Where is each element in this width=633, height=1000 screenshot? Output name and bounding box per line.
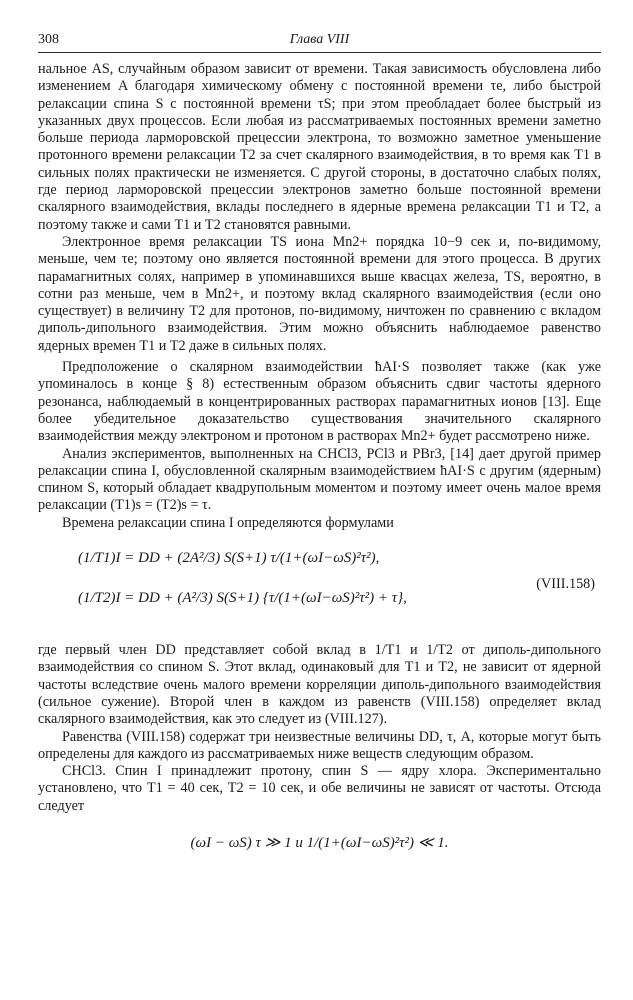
paragraph-1: нальное AS, случайным образом зависит от времени. Такая зависимость обусловлена либо изменением A благодаря химическому обмену с постоянной времени τe, либо быстрой релаксации спина S с постоянной времени τS; при этом преобладает более быстрый из указанных двух процессов. Если любая из рассматриваемых постоянных времени заметно больше периода ларморовской прецессии электрона, то возможно заметное уменьшение протонного времени релаксации T2 за счет скалярного взаимодействия, в то время как T1 в сильных полях практически не изменяется. С другой стороны, в достаточно слабых полях, где период ларморовской прецессии электронов заметно больше постоянной времени скалярного взаимодействия, вклады последнего в ядерные времена релаксации T1 и T2, а поэтому также и сами T1 и T2 становятся равными. [38,61,601,233]
running-title: Глава VIII [289,32,350,47]
equation-t2: (1/T2)I = DD + (A²/3) S(S+1) {τ/(1+(ωI−ωS)²τ²) + τ}, [78,590,407,607]
equation-t1: (1/T1)I = DD + (2A²/3) S(S+1) τ/(1+(ωI−ωS)²τ²), [78,550,380,567]
paragraph-8: CHCl3. Спин I принадлежит протону, спин S — ядру хлора. Экспериментально установлено, что T1 = 40 сек, T2 = 10 сек, и обе величины не зависят от частоты. Отсюда следует [38,763,601,814]
equation-number: (VIII.158) [536,576,595,593]
equation-block [38,550,601,628]
paragraph-7: Равенства (VIII.158) содержат три неизвестные величины DD, τ, A, которые могут быть определены для каждого из рассматриваемых ниже веществ следующим образом. [38,728,601,762]
paragraph-5: Времена релаксации спина I определяются формулами [62,514,394,531]
equation-inequalities: (ωI − ωS) τ ≫ 1 и 1/(1+(ωI−ωS)²τ²) ≪ 1. [190,834,449,851]
book-page [38,32,601,852]
page-header [38,32,601,53]
paragraph-2: Электронное время релаксации TS иона Mn2+ порядка 10−9 сек и, по-видимому, меньше, чем τe; поэтому оно является постоянной времени для этого процесса. В других парамагнитных солях, например в упоминавшихся выше квасцах железа, TS, вероятно, в сотни раз меньше, чем в Mn2+, и поэтому вклад скалярного взаимодействия (если оно существует) в величину T2 для протонов, по-видимому, ничтожен по сравнению с вкладом диполь-дипольного взаимодействия. Этим можно объяснить наблюдаемое равенство ядерных времен T1 и T2 даже в сильных полях. [38,233,601,354]
paragraph-6: где первый член DD представляет собой вклад в 1/T1 и 1/T2 от диполь-дипольного взаимодействия со спином S. Этот вклад, одинаковый для T1 и T2, не зависит от ядерной частоты вследствие очень малого времени корреляции диполь-дипольного взаимодействия (сильное сужение). Второй член в каждом из равенств (VIII.158) определяет вклад скалярного взаимодействия, как это следует из (VIII.127). [38,642,601,728]
paragraph-3: Предположение о скалярном взаимодействии ħAI·S позволяет также (как уже упоминалось в конце § 8) естественным образом объяснить сдвиг частоты ядерного резонанса, наблюдаемый в концентрированных растворах парамагнитных ионов [13]. Еще более убедительное доказательство существования значительного скалярного взаимодействия между электроном и протоном в растворах Mn2+ будет рассмотрено ниже. [38,359,601,445]
page-number: 308 [38,32,59,47]
paragraph-4: Анализ экспериментов, выполненных на CHCl3, PCl3 и PBr3, [14] дает другой пример релаксации спина I, обусловленной скалярным взаимодействием ħAI·S с другим (ядерным) спином S, который обладает квадрупольным моментом и поэтому имеет очень малое время релаксации (T1)s = (T2)s = τ. [38,445,601,514]
